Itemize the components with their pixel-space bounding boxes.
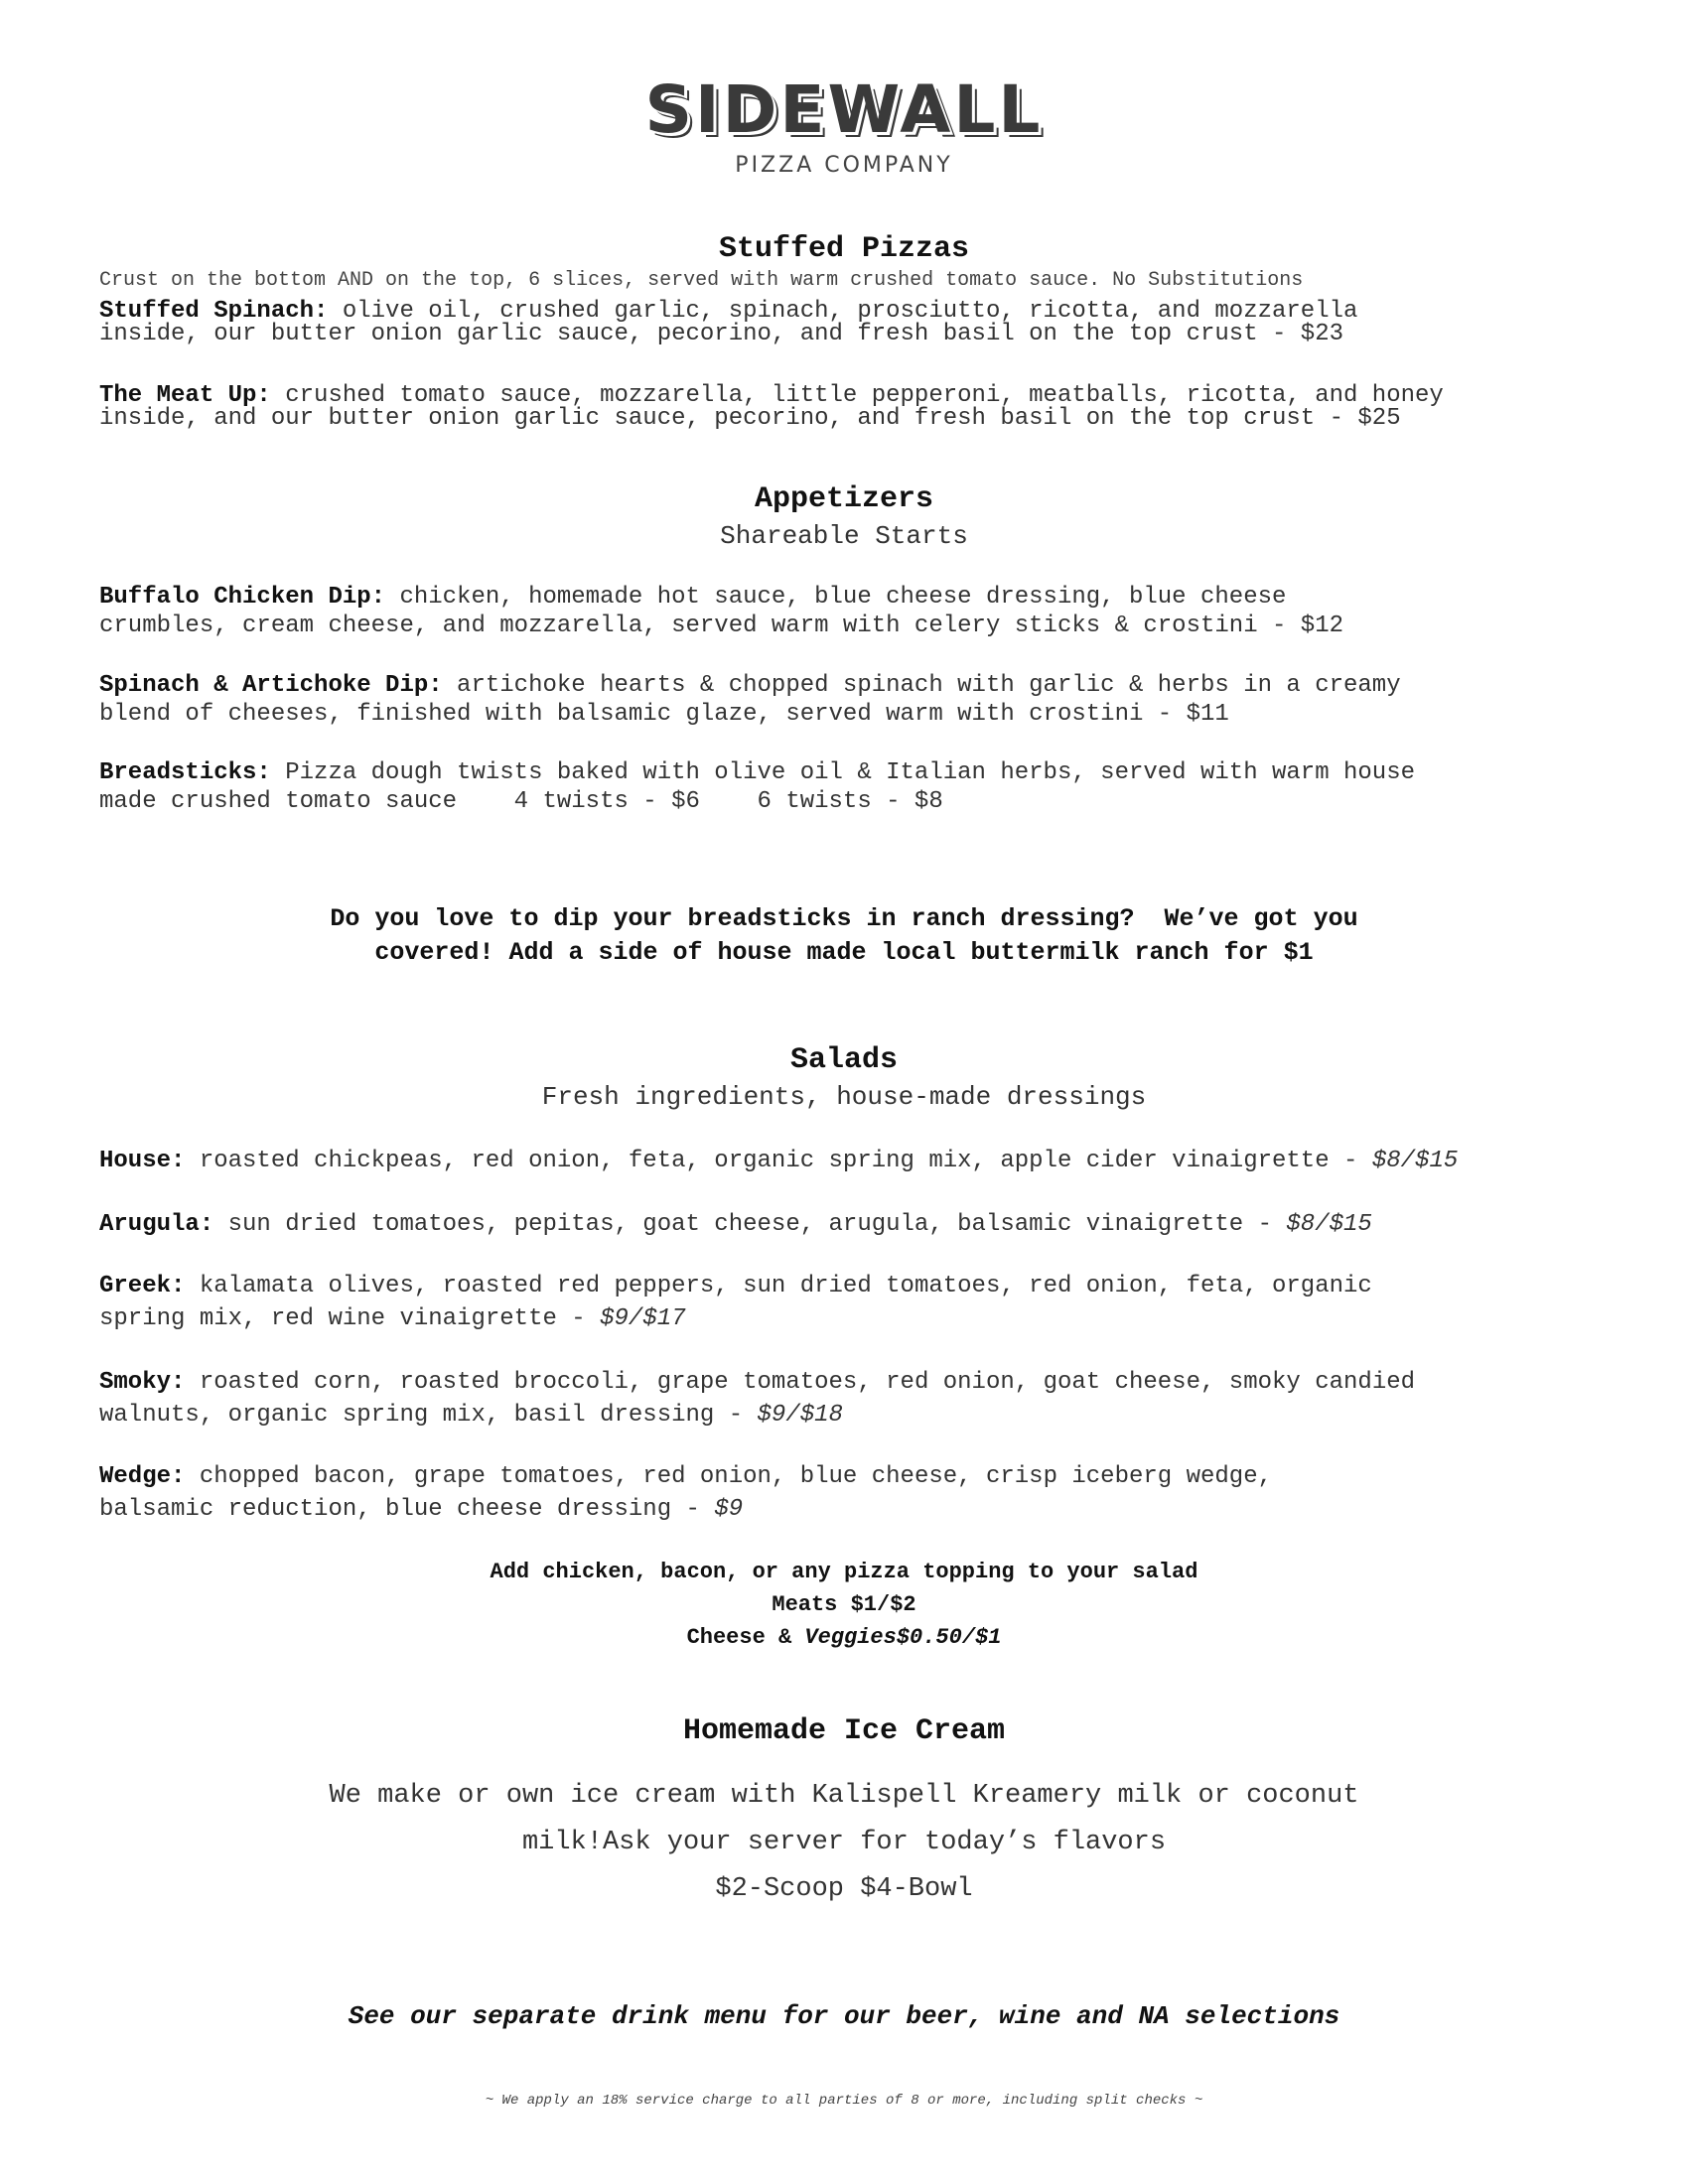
- item-price: $9: [714, 1496, 744, 1523]
- section-title-appetizers: Appetizers: [754, 482, 934, 516]
- item-desc-cont: inside, and our butter onion garlic sauce, pecorino, and fresh basil on the top crust - $25: [99, 405, 1401, 432]
- menu-item: [99, 1210, 1648, 1239]
- menu-item: [99, 671, 1648, 729]
- item-desc: kalamata olives, roasted red peppers, sun dried tomatoes, red onion, feta, organic: [185, 1273, 1372, 1299]
- section-title-salads: Salads: [789, 1043, 899, 1077]
- addon-line-3: [0, 1621, 1688, 1654]
- menu-item: [99, 384, 1648, 430]
- addon-cheese: Cheese &: [686, 1625, 805, 1650]
- icecream-line-2: milk!Ask your server for today’s flavors: [521, 1828, 1167, 1857]
- stuffed-note: Crust on the bottom AND on the top, 6 slices, served with warm crushed tomato sauce. No Substitutions: [99, 269, 1304, 292]
- addon-veggies: Veggies$0.50/$1: [804, 1625, 1002, 1650]
- item-name: House:: [99, 1148, 186, 1174]
- menu-item: [99, 1270, 1648, 1335]
- logo: [0, 71, 1688, 179]
- item-desc: roasted chickpeas, red onion, feta, organic spring mix, apple cider vinaigrette -: [185, 1148, 1372, 1174]
- item-desc-cont: made crushed tomato sauce 4 twists - $6 6 twists - $8: [99, 788, 943, 815]
- section-subtitle-appetizers: Shareable Starts: [720, 521, 968, 551]
- item-name: Buffalo Chicken Dip:: [99, 584, 386, 611]
- item-desc-cont: walnuts, organic spring mix, basil dressing -: [99, 1402, 758, 1429]
- item-desc: crushed tomato sauce, mozzarella, little pepperoni, meatballs, ricotta, and honey: [270, 382, 1444, 409]
- item-price: $8/$15: [1286, 1211, 1372, 1238]
- section-subtitle-salads: Fresh ingredients, house-made dressings: [541, 1082, 1147, 1112]
- item-name: Wedge:: [99, 1463, 186, 1490]
- menu-item: [99, 758, 1648, 816]
- item-price: $9/$17: [600, 1305, 686, 1332]
- menu-item: [99, 1147, 1648, 1175]
- item-desc: Pizza dough twists baked with olive oil & Italian herbs, served with warm house: [270, 759, 1416, 786]
- item-desc: roasted corn, roasted broccoli, grape tomatoes, red onion, goat cheese, smoky candied: [185, 1369, 1416, 1396]
- promo-line-2: covered! Add a side of house made local buttermilk ranch for $1: [374, 938, 1314, 967]
- item-desc: olive oil, crushed garlic, spinach, prosciutto, ricotta, and mozzarella: [328, 298, 1358, 325]
- addon-line-2: Meats $1/$2: [772, 1592, 916, 1617]
- item-desc: artichoke hearts & chopped spinach with garlic & herbs in a creamy: [442, 672, 1401, 699]
- promo-line-1: Do you love to dip your breadsticks in ranch dressing? We’ve got you: [330, 904, 1358, 933]
- addon-line-1: Add chicken, bacon, or any pizza topping to your salad: [490, 1560, 1198, 1584]
- item-name: Arugula:: [99, 1211, 214, 1238]
- item-desc-cont: inside, our butter onion garlic sauce, pecorino, and fresh basil on the top crust - $23: [99, 321, 1344, 347]
- section-title-icecream: Homemade Ice Cream: [682, 1714, 1006, 1748]
- item-price: $8/$15: [1371, 1148, 1459, 1174]
- drink-menu-note: See our separate drink menu for our beer, wine and NA selections: [348, 2001, 1340, 2031]
- ranch-promo: [0, 902, 1688, 970]
- item-name: Breadsticks:: [99, 759, 271, 786]
- item-name: Greek:: [99, 1273, 186, 1299]
- item-desc: chicken, homemade hot sauce, blue cheese dressing, blue cheese: [385, 584, 1287, 611]
- item-desc: chopped bacon, grape tomatoes, red onion, blue cheese, crisp iceberg wedge,: [185, 1463, 1272, 1490]
- item-name: The Meat Up:: [99, 382, 271, 409]
- menu-item: [99, 583, 1648, 640]
- item-desc-cont: blend of cheeses, finished with balsamic glaze, served warm with crostini - $11: [99, 701, 1229, 728]
- menu-item: [99, 1366, 1648, 1432]
- item-desc-cont: spring mix, red wine vinaigrette -: [99, 1305, 601, 1332]
- menu-item: [99, 1460, 1648, 1526]
- item-price: $9/$18: [757, 1402, 843, 1429]
- menu-item: [99, 300, 1648, 345]
- service-charge-note: ~ We apply an 18% service charge to all parties of 8 or more, including split checks ~: [485, 2093, 1203, 2109]
- logo-wordmark: SIDEWALL: [644, 71, 1044, 148]
- item-desc: sun dried tomatoes, pepitas, goat cheese, arugula, balsamic vinaigrette -: [213, 1211, 1287, 1238]
- icecream-prices: $2-Scoop $4-Bowl: [715, 1874, 973, 1904]
- item-desc-cont: crumbles, cream cheese, and mozzarella, served warm with celery sticks & crostini - $12: [99, 613, 1344, 639]
- icecream-desc: [0, 1773, 1688, 1913]
- item-name: Smoky:: [99, 1369, 186, 1396]
- item-name: Stuffed Spinach:: [99, 298, 329, 325]
- logo-subtitle: PIZZA COMPANY: [735, 153, 953, 178]
- icecream-line-1: We make or own ice cream with Kalispell Kreamery milk or coconut: [329, 1781, 1359, 1811]
- item-name: Spinach & Artichoke Dip:: [99, 672, 443, 699]
- item-desc-cont: balsamic reduction, blue cheese dressing -: [99, 1496, 715, 1523]
- salad-addon: [0, 1556, 1688, 1654]
- section-title-stuffed: Stuffed Pizzas: [718, 232, 970, 266]
